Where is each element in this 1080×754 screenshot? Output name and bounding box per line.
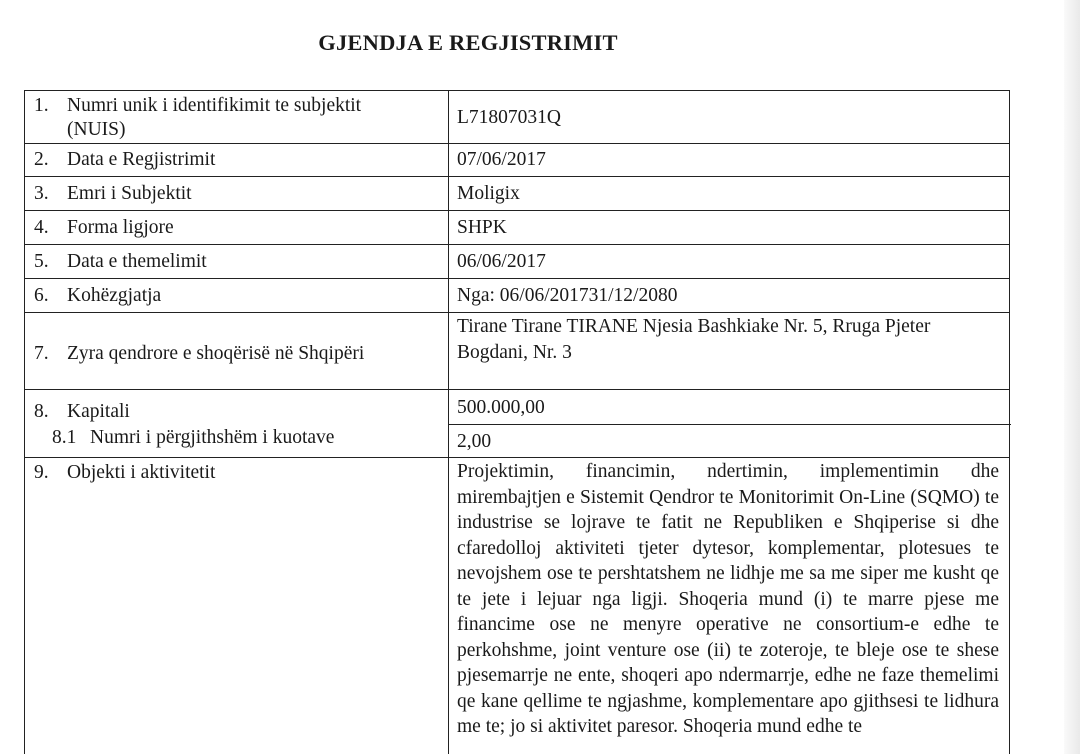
- row-label-text: Kapitali: [67, 401, 130, 422]
- row-divider: [25, 389, 1009, 390]
- row-divider: [25, 176, 1009, 177]
- row-number: 9.: [34, 462, 49, 483]
- page-edge-shadow: [1064, 0, 1080, 754]
- row-divider: [25, 143, 1009, 144]
- row-number: 8.: [34, 401, 49, 422]
- row-number: 3.: [34, 183, 49, 204]
- row-head-office-value: Tirane Tirane TIRANE Njesia Bashkiake Nr. 5, Rruga Pjeter Bogdani, Nr. 3: [457, 316, 931, 363]
- row-nuis-label: [34, 94, 361, 142]
- registration-table: [24, 90, 1010, 754]
- row-label-text: Forma ligjore: [67, 217, 174, 238]
- document-title: GJENDJA E REGJISTRIMIT: [318, 30, 618, 55]
- column-divider: [448, 91, 449, 754]
- row-divider: [25, 278, 1009, 279]
- row-founding-date-label: [34, 249, 207, 274]
- row-total-shares-label: [52, 425, 334, 450]
- row-label-text: Kohëzgjatja: [67, 285, 162, 306]
- row-number: 6.: [34, 285, 49, 306]
- row-total-shares-value: 2,00: [457, 431, 492, 452]
- row-label-text: Numri i përgjithshëm i kuotave: [90, 427, 335, 448]
- row-duration-value: Nga: 06/06/201731/12/2080: [457, 285, 678, 306]
- row-nuis-value: L71807031Q: [457, 107, 561, 128]
- row-number: 2.: [34, 149, 49, 170]
- row-subject-name-value: Moligix: [457, 183, 520, 204]
- row-legal-form-value: SHPK: [457, 217, 507, 238]
- row-label-text: Emri i Subjektit: [67, 183, 192, 204]
- row-label-text: Objekti i aktivitetit: [67, 462, 216, 483]
- row-capital-value: 500.000,00: [457, 397, 545, 418]
- row-label-text: Data e Regjistrimit: [67, 149, 216, 170]
- row-divider: [25, 210, 1009, 211]
- row-registration-date-value: 07/06/2017: [457, 149, 546, 170]
- row-label-text: Zyra qendrore e shoqërisë në Shqipëri: [67, 343, 365, 364]
- row-label-text: Data e themelimit: [67, 251, 207, 272]
- row-subject-name-label: [34, 181, 192, 206]
- row-legal-form-label: [34, 215, 174, 240]
- row-capital-label: [34, 399, 130, 424]
- row-divider: [25, 244, 1009, 245]
- row-duration-label: [34, 283, 161, 308]
- row-registration-date-label: [34, 147, 215, 172]
- row-number: 4.: [34, 217, 49, 238]
- row-founding-date-value: 06/06/2017: [457, 251, 546, 272]
- row-activity-object-label: [34, 460, 215, 485]
- row-label-text-line2: (NUIS): [67, 119, 126, 140]
- row-label-text: Numri unik i identifikimit te subjektit: [67, 95, 362, 116]
- row-head-office-label: [34, 341, 364, 366]
- row-number: 5.: [34, 251, 49, 272]
- row-divider-partial: [448, 424, 1011, 425]
- row-number: 1.: [34, 95, 49, 116]
- row-number: 7.: [34, 343, 49, 364]
- row-activity-object-value: Projektimin, financimin, ndertimin, implementimin dhe mirembajtjen e Sistemit Qendror te Monitorimit On-Line (SQMO) te industrise se lojrave te fatit ne Republiken e Shqiperise si dhe cfaredolloj aktiviteti tjeter dytesor, komplementar, plotesues te nevojshem ose te pershtatshem ne lidhje me sa me siper me kusht qe te jete i lejuar nga ligji. Shoqeria mund (i) te marre pjese me financime ose ne menyre operative ne consortium-e edhe te perkohshme, joint venture ose (ii) te zoteroje, te bleje ose te shese pjesemarrje ne ente, shoqeri apo ndermarrje, edhe ne faze themelimi qe kane qellime te ngjashme, komplementare apo gjithsesi te lidhura me te; jo si aktivitet paresor. Shoqeria mund edhe te: [457, 461, 999, 737]
- row-number: 8.1: [52, 427, 77, 448]
